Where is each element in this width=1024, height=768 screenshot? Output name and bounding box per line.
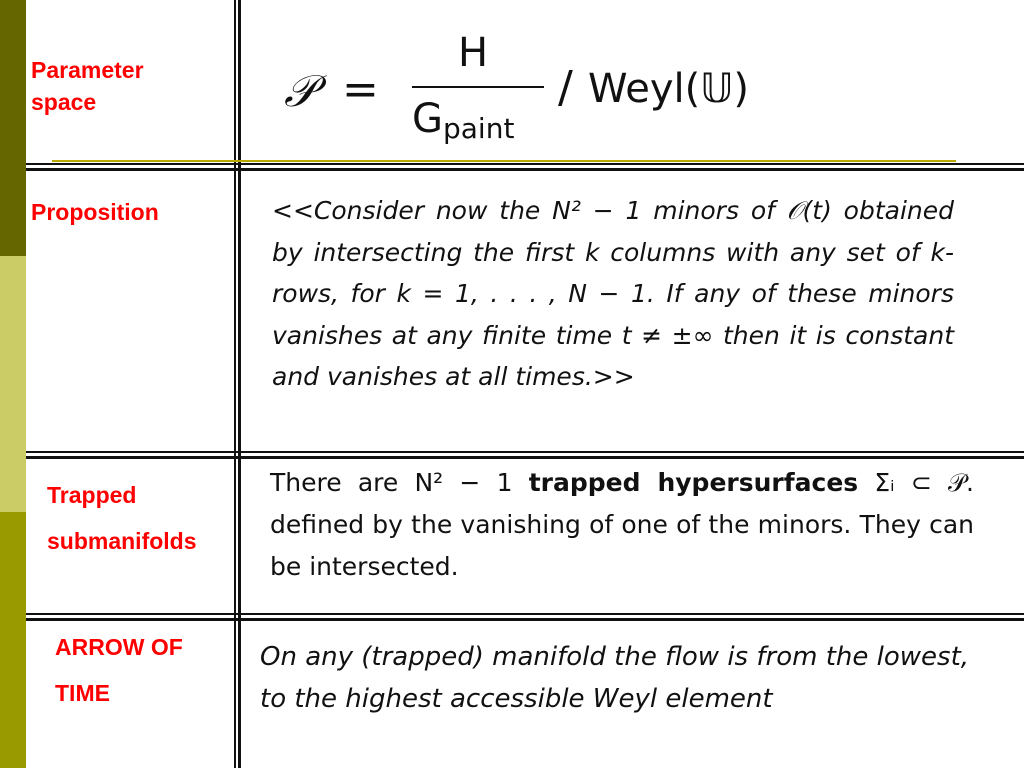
formula-slash: / (558, 62, 573, 113)
left-strip-dark (0, 0, 26, 256)
proposition-label: Proposition (31, 199, 159, 225)
formula-lhs: 𝒫 (284, 66, 316, 117)
gold-rule (52, 160, 956, 162)
left-strip-mid (0, 512, 26, 768)
left-strip-light (0, 256, 26, 512)
formula-equals: = (342, 64, 379, 115)
column-divider (238, 0, 241, 768)
trapped-label: Trapped submanifolds (47, 482, 197, 554)
trapped-text: There are N² − 1 trapped hypersurfaces Σᵢ ⊂ 𝒫. defined by the vanishing of one of the minors. They can be intersected. (270, 468, 974, 581)
proposition-text: <<Consider now the N² − 1 minors of 𝒪(t) obtained by intersecting the first k columns with any set of k-rows, for k = 1, . . . , N − 1. If any of these minors vanishes at any finite time t ≠ ±∞ then it is constant and vanishes at all times.>> (272, 196, 954, 392)
parameter-space-formula (280, 24, 800, 154)
parameter-space-label: Parameter space (31, 57, 144, 116)
formula-quotient: Weyl(𝕌) (588, 66, 750, 112)
column-divider (234, 0, 236, 768)
fraction-bar (412, 86, 544, 88)
arrow-of-time-text: On any (trapped) manifold the flow is from the lowest, to the highest accessible Weyl element (260, 642, 970, 714)
arrow-of-time-label: ARROW OF TIME (55, 634, 183, 706)
formula-denominator: $G_{paint}$ (412, 96, 515, 145)
formula-numerator: H (458, 30, 489, 76)
